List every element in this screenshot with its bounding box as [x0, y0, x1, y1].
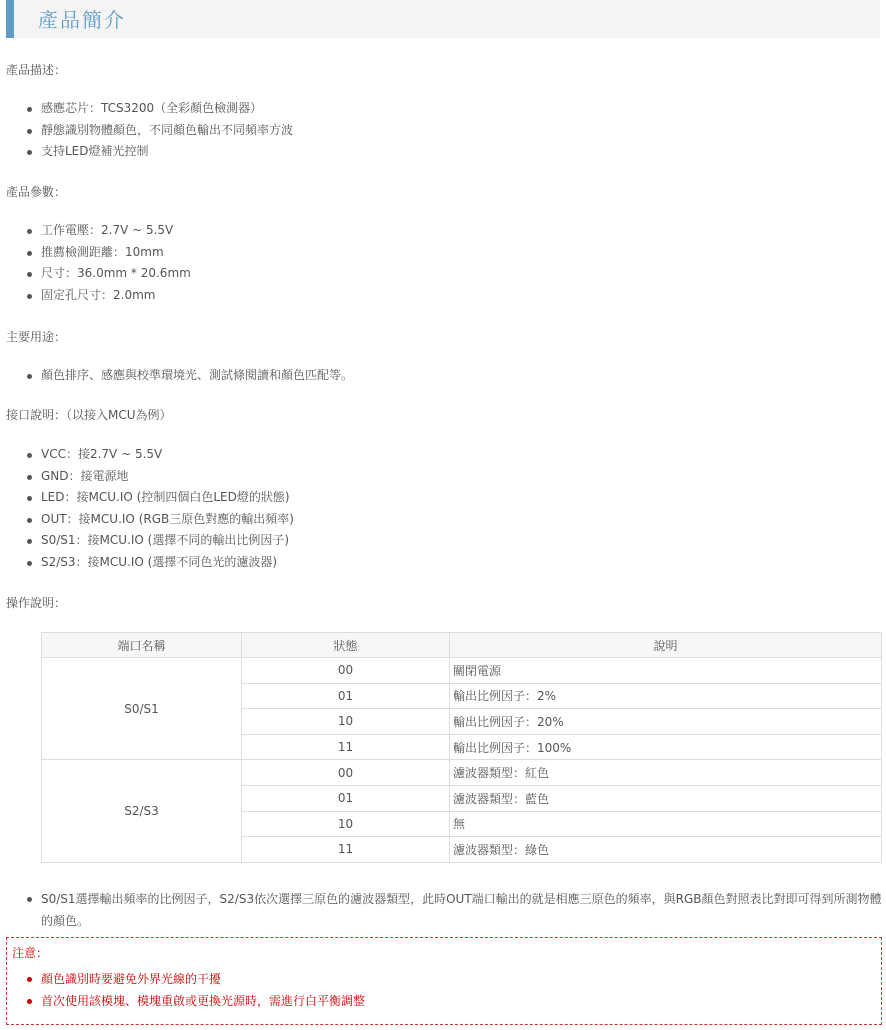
- note-item: 首次使用該模塊、模塊重啟或更換光源時，需進行白平衡調整: [24, 990, 365, 1012]
- list-item: 推薦檢測距離：10mm: [24, 242, 191, 264]
- note-item: 顏色識別時要避免外界光線的干擾: [24, 968, 365, 990]
- page-title: 產品簡介: [38, 8, 126, 32]
- description-cell: 關閉電源: [450, 658, 882, 684]
- parameters-heading: 產品參數：: [6, 185, 67, 199]
- state-cell: 10: [242, 709, 450, 735]
- usage-heading: 主要用途：: [6, 330, 67, 344]
- description-cell: 濾波器類型：綠色: [450, 837, 882, 863]
- description-cell: 無: [450, 811, 882, 837]
- table-row: [42, 658, 882, 684]
- interface-heading: 接口說明：（以接入MCU為例）: [6, 408, 172, 422]
- list-item: 靜態識別物體顏色，不同顏色輸出不同頻率方波: [24, 120, 293, 142]
- operation-table: [41, 632, 882, 863]
- list-item: VCC：接2.7V ~ 5.5V: [24, 444, 294, 466]
- operation-heading: 操作說明：: [6, 596, 67, 610]
- section-title-bar: [6, 0, 880, 38]
- list-item: 固定孔尺寸：2.0mm: [24, 285, 191, 307]
- state-cell: 01: [242, 785, 450, 811]
- list-item: LED：接MCU.IO (控制四個白色LED燈的狀態): [24, 487, 294, 509]
- description-cell: 濾波器類型：紅色: [450, 760, 882, 786]
- column-header-description: 說明: [450, 633, 882, 658]
- summary-text: S0/S1選擇輸出頻率的比例因子，S2/S3依次選擇三原色的濾波器類型，此時OUT端口輸出的就是相應三原色的頻率，與RGB顏色對照表比對即可得到所測物體的顏色。: [41, 892, 882, 928]
- list-item: 工作電壓：2.7V ~ 5.5V: [24, 220, 191, 242]
- operation-summary: [24, 888, 882, 932]
- table-header-row: [42, 633, 882, 658]
- list-item: GND：接電源地: [24, 466, 294, 488]
- note-label: 注意：: [12, 946, 49, 960]
- list-item: 支持LED燈補光控制: [24, 141, 293, 163]
- list-item: 顏色排序、感應與校準環境光、測試條閱讀和顏色匹配等。: [24, 365, 353, 387]
- description-cell: 濾波器類型：藍色: [450, 785, 882, 811]
- description-list: [24, 98, 293, 163]
- list-item: 尺寸：36.0mm * 20.6mm: [24, 263, 191, 285]
- list-item: S0/S1：接MCU.IO (選擇不同的輸出比例因子): [24, 530, 294, 552]
- column-header-port: 端口名稱: [42, 633, 242, 658]
- parameters-list: [24, 220, 191, 306]
- state-cell: 00: [242, 658, 450, 684]
- description-cell: 輸出比例因子：20%: [450, 709, 882, 735]
- list-item: 感應芯片：TCS3200（全彩顏色檢測器）: [24, 98, 293, 120]
- state-cell: 01: [242, 683, 450, 709]
- bullet-dot: [27, 897, 32, 902]
- description-heading: 產品描述：: [6, 63, 67, 77]
- state-cell: 10: [242, 811, 450, 837]
- interface-list: [24, 444, 294, 573]
- description-cell: 輸出比例因子：2%: [450, 683, 882, 709]
- state-cell: 00: [242, 760, 450, 786]
- port-name-cell: S0/S1: [42, 658, 242, 760]
- warning-note-box: [6, 937, 882, 1025]
- description-cell: 輸出比例因子：100%: [450, 734, 882, 760]
- table-row: [42, 760, 882, 786]
- port-name-cell: S2/S3: [42, 760, 242, 862]
- list-item: S2/S3：接MCU.IO (選擇不同色光的濾波器): [24, 552, 294, 574]
- note-list: [24, 968, 365, 1012]
- state-cell: 11: [242, 734, 450, 760]
- state-cell: 11: [242, 837, 450, 863]
- column-header-state: 狀態: [242, 633, 450, 658]
- list-item: OUT：接MCU.IO (RGB三原色對應的輸出頻率): [24, 509, 294, 531]
- usage-list: [24, 365, 353, 387]
